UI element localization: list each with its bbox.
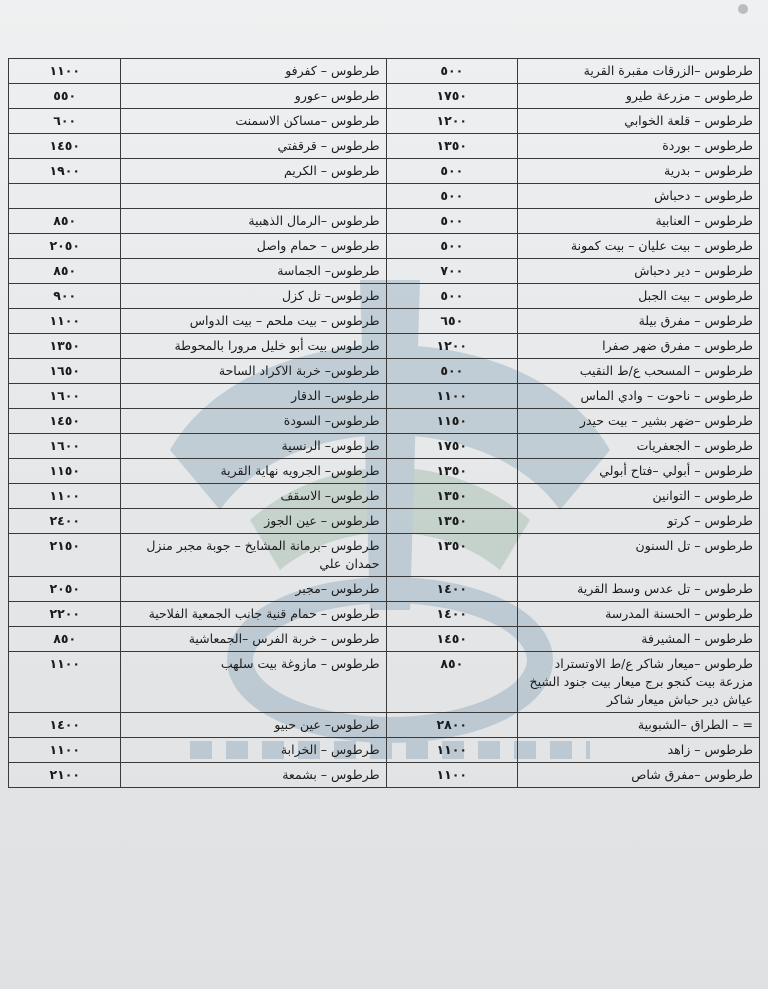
table-row: [9, 84, 760, 109]
price-cell: ١٤٠٠: [9, 713, 121, 738]
price-cell: ١٣٥٠: [386, 534, 518, 577]
price-cell: ٢١٠٠: [9, 763, 121, 788]
price-cell: ١٢٠٠: [386, 334, 518, 359]
route-cell: طرطوس– الدقار: [121, 384, 386, 409]
price-cell: ٢٠٥٠: [9, 234, 121, 259]
price-cell: ٢٤٠٠: [9, 509, 121, 534]
price-cell: ١١٠٠: [9, 484, 121, 509]
price-cell: ١٩٠٠: [9, 159, 121, 184]
price-cell: ١٧٥٠: [386, 84, 518, 109]
route-cell: طرطوس – بيت ملحم – بيت الدواس: [121, 309, 386, 334]
route-cell: طرطوس– الرنسية: [121, 434, 386, 459]
punch-hole: [738, 4, 748, 14]
route-cell: طرطوس – العنابية: [518, 209, 760, 234]
table-row: [9, 652, 760, 713]
route-cell: طرطوس – الخرابة: [121, 738, 386, 763]
table-row: [9, 184, 760, 209]
price-cell: ٦٠٠: [9, 109, 121, 134]
route-cell: طرطوس –مجبر: [121, 577, 386, 602]
price-cell: ٥٠٠: [386, 209, 518, 234]
route-cell: طرطوس – الجعفريات: [518, 434, 760, 459]
route-cell: طرطوس– السودة: [121, 409, 386, 434]
route-cell: طرطوس بيت أبو خليل مرورا بالمحوطة: [121, 334, 386, 359]
price-cell: ٢٠٥٠: [9, 577, 121, 602]
route-cell: طرطوس –ميعار شاكر ع/ط الاوتستراد مزرعة بيت كنجو برج ميعار بيت جنود الشيخ عياش دير حباش ميعار شاكر: [518, 652, 760, 713]
route-cell: طرطوس – مفرق ضهر صفرا: [518, 334, 760, 359]
table-row: [9, 134, 760, 159]
table-row: [9, 763, 760, 788]
price-cell: ١١٠٠: [9, 652, 121, 713]
route-cell: طرطوس – مفرق بيلة: [518, 309, 760, 334]
table-row: [9, 359, 760, 384]
route-cell: طرطوس – عين الجوز: [121, 509, 386, 534]
table-row: [9, 602, 760, 627]
route-cell: طرطوس– خربة الاكراد الساحة: [121, 359, 386, 384]
table-row: [9, 309, 760, 334]
table-row: [9, 384, 760, 409]
route-cell: طرطوس – مازوغة بيت سلهب: [121, 652, 386, 713]
price-cell: ١٢٠٠: [386, 109, 518, 134]
route-cell: طرطوس – تل السنون: [518, 534, 760, 577]
price-cell: ١١٠٠: [9, 59, 121, 84]
price-cell: ١١٥٠: [386, 409, 518, 434]
price-cell: ١٤٥٠: [9, 134, 121, 159]
table-row: [9, 284, 760, 309]
route-cell: طرطوس – قلعة الخوابي: [518, 109, 760, 134]
route-cell: طرطوس – كرتو: [518, 509, 760, 534]
fares-table: [8, 58, 760, 788]
route-cell: طرطوس – الكريم: [121, 159, 386, 184]
price-cell: ١٦٥٠: [9, 359, 121, 384]
route-cell: طرطوس – المسحب ع/ط النقيب: [518, 359, 760, 384]
price-cell: ١١٠٠: [9, 738, 121, 763]
price-cell: ١٣٥٠: [386, 509, 518, 534]
price-cell: ٢١٥٠: [9, 534, 121, 577]
table-row: [9, 738, 760, 763]
table-row: [9, 484, 760, 509]
route-cell: طرطوس – حمام واصل: [121, 234, 386, 259]
route-cell: طرطوس– الاسقف: [121, 484, 386, 509]
route-cell: طرطوس – كفرفو: [121, 59, 386, 84]
route-cell: طرطوس –عورو: [121, 84, 386, 109]
route-cell: طرطوس – المشيرفة: [518, 627, 760, 652]
route-cell: طرطوس –مفرق شاص: [518, 763, 760, 788]
price-cell: ١١٠٠: [386, 384, 518, 409]
table-row: [9, 209, 760, 234]
table-row: [9, 259, 760, 284]
route-cell: طرطوس – قرقفتي: [121, 134, 386, 159]
route-cell: طرطوس – بوردة: [518, 134, 760, 159]
price-cell: ٨٥٠: [9, 259, 121, 284]
route-cell: = – الطراق –الشبوبية: [518, 713, 760, 738]
route-cell: طرطوس – بيت الجبل: [518, 284, 760, 309]
price-cell: ٢٢٠٠: [9, 602, 121, 627]
price-cell: ٨٥٠: [386, 652, 518, 713]
route-cell: طرطوس –مساكن الاسمنت: [121, 109, 386, 134]
price-cell: ١١٥٠: [9, 459, 121, 484]
table-row: [9, 627, 760, 652]
table-row: [9, 459, 760, 484]
price-cell: ١٤٥٠: [386, 627, 518, 652]
route-cell: طرطوس –برمانة المشايخ – جوبة مجبر منزل حمدان علي: [121, 534, 386, 577]
table-row: [9, 159, 760, 184]
price-cell: ٨٥٠: [9, 209, 121, 234]
route-cell: طرطوس – الحسنة المدرسة: [518, 602, 760, 627]
table-row: [9, 534, 760, 577]
table-row: [9, 334, 760, 359]
price-cell: ١١٠٠: [386, 763, 518, 788]
route-cell: طرطوس– الجماسة: [121, 259, 386, 284]
price-cell: ١٣٥٠: [386, 459, 518, 484]
route-cell: طرطوس –الرمال الذهبية: [121, 209, 386, 234]
route-cell: طرطوس – بيت عليان – بيت كمونة: [518, 234, 760, 259]
route-cell: [121, 184, 386, 209]
route-cell: طرطوس – زاهد: [518, 738, 760, 763]
price-cell: ٥٥٠: [9, 84, 121, 109]
price-cell: ١١٠٠: [9, 309, 121, 334]
price-cell: ٦٥٠: [386, 309, 518, 334]
table-row: [9, 577, 760, 602]
price-cell: ٨٥٠: [9, 627, 121, 652]
price-cell: ١٣٥٠: [386, 134, 518, 159]
price-cell: ٥٠٠: [386, 59, 518, 84]
price-cell: ٢٨٠٠: [386, 713, 518, 738]
route-cell: طرطوس – التوانين: [518, 484, 760, 509]
route-cell: طرطوس– عين حبيو: [121, 713, 386, 738]
price-cell: ١٣٥٠: [9, 334, 121, 359]
route-cell: طرطوس– تل كزل: [121, 284, 386, 309]
price-cell: ١٤٠٠: [386, 577, 518, 602]
price-cell: ١٦٠٠: [9, 434, 121, 459]
table-row: [9, 434, 760, 459]
route-cell: طرطوس – دير دحباش: [518, 259, 760, 284]
table-row: [9, 59, 760, 84]
table-row: [9, 109, 760, 134]
route-cell: طرطوس – خربة الفرس –الجمعاشية: [121, 627, 386, 652]
price-cell: ٥٠٠: [386, 284, 518, 309]
price-cell: ١٤٥٠: [9, 409, 121, 434]
table-row: [9, 509, 760, 534]
price-cell: ١٧٥٠: [386, 434, 518, 459]
route-cell: طرطوس –الزرقات مقبرة القرية: [518, 59, 760, 84]
price-cell: ٩٠٠: [9, 284, 121, 309]
route-cell: طرطوس – دحباش: [518, 184, 760, 209]
route-cell: طرطوس – ناحوت – وادي الماس: [518, 384, 760, 409]
price-cell: ١٤٠٠: [386, 602, 518, 627]
price-cell: ٥٠٠: [386, 234, 518, 259]
price-cell: [9, 184, 121, 209]
route-cell: طرطوس – بدرية: [518, 159, 760, 184]
route-cell: طرطوس – تل عدس وسط القرية: [518, 577, 760, 602]
price-cell: ٥٠٠: [386, 359, 518, 384]
price-cell: ١٦٠٠: [9, 384, 121, 409]
table-row: [9, 713, 760, 738]
price-cell: ٥٠٠: [386, 184, 518, 209]
table-row: [9, 234, 760, 259]
table-row: [9, 409, 760, 434]
route-cell: طرطوس – حمام قنية جانب الجمعية الفلاحية: [121, 602, 386, 627]
price-cell: ٧٠٠: [386, 259, 518, 284]
route-cell: طرطوس – بشمعة: [121, 763, 386, 788]
route-cell: طرطوس – مزرعة طيرو: [518, 84, 760, 109]
route-cell: طرطوس– الجرويه نهاية القرية: [121, 459, 386, 484]
price-cell: ٥٠٠: [386, 159, 518, 184]
route-cell: طرطوس –ضهر بشير – بيت حيدر: [518, 409, 760, 434]
route-cell: طرطوس – أبولي –فتاح أبولي: [518, 459, 760, 484]
price-cell: ١٣٥٠: [386, 484, 518, 509]
price-cell: ١١٠٠: [386, 738, 518, 763]
